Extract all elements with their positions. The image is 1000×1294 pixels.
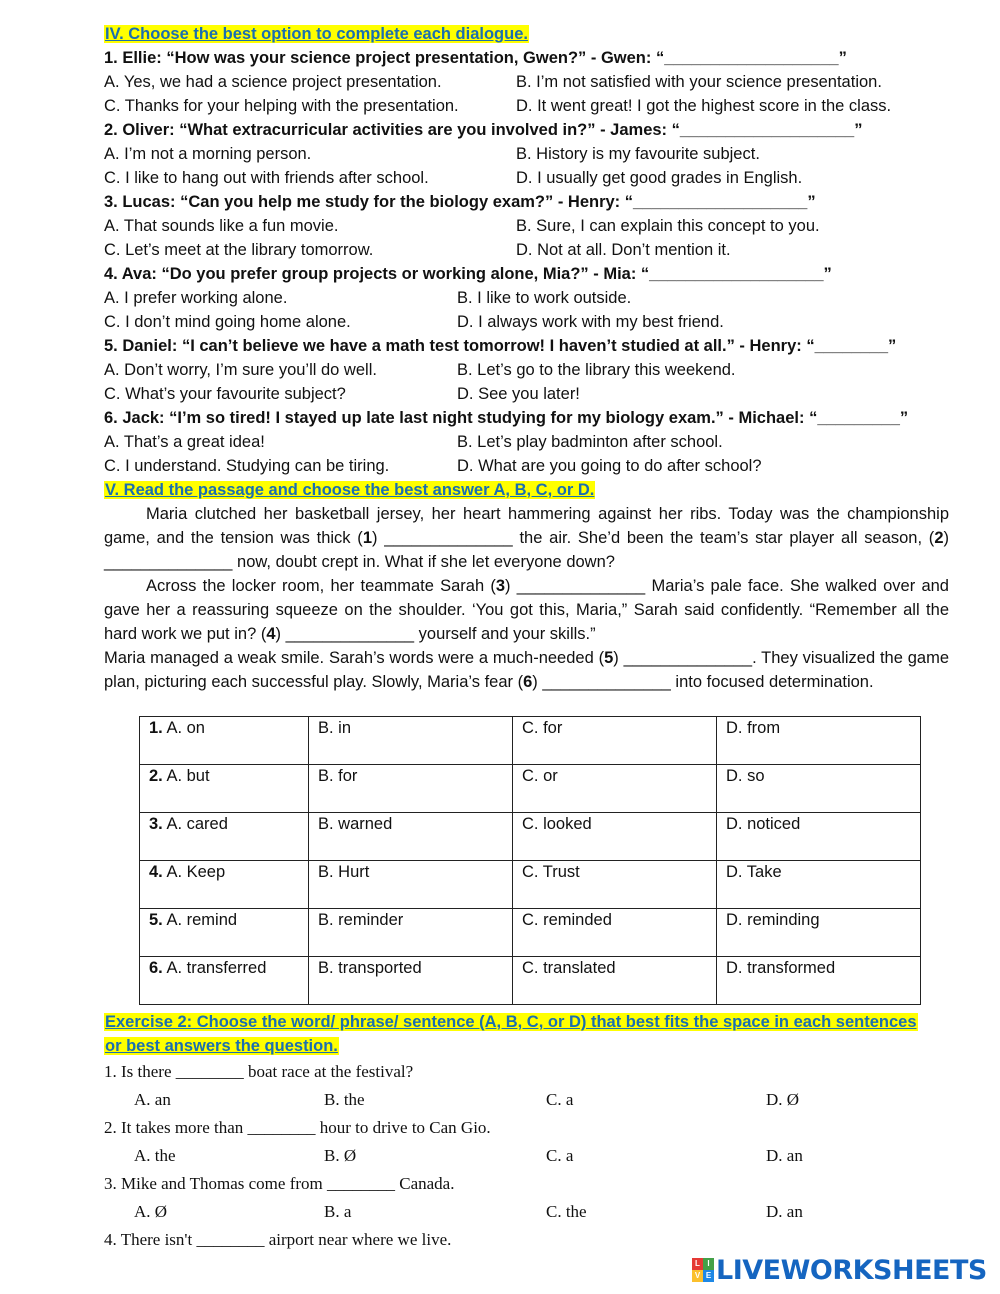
option-b: B. warned — [318, 815, 393, 833]
item-number: 4. — [149, 863, 163, 881]
option-row — [104, 214, 949, 238]
option-cell-a — [140, 861, 309, 909]
option-d: D. so — [726, 767, 765, 785]
option-b: B. History is my favourite subject. — [516, 145, 760, 163]
option-b: B. I’m not satisfied with your science presentation. — [516, 73, 882, 91]
option-d: D. I always work with my best friend. — [457, 313, 724, 331]
item-number: 5. — [149, 911, 163, 929]
section-4-heading: IV. Choose the best option to complete each dialogue. — [105, 25, 528, 43]
passage-text: ) ______________ yourself and your skills.” — [275, 625, 596, 643]
option-c: C. I understand. Studying can be tiring. — [104, 457, 390, 475]
option-d: D. What are you going to do after school? — [457, 457, 762, 475]
passage-text: Maria managed a weak smile. Sarah’s words were a much-needed ( — [104, 649, 605, 667]
option-a: A. an — [134, 1090, 171, 1109]
option-a: A. That’s a great idea! — [104, 433, 265, 451]
option-a: A. Yes, we had a science project presentation. — [104, 73, 442, 91]
option-d: D. Ø — [766, 1090, 800, 1109]
liveworksheets-logo — [692, 1255, 987, 1285]
option-cell-d — [717, 765, 921, 813]
question-text: 3. Lucas: “Can you help me study for the biology exam?” - Henry: “___________________” — [104, 193, 816, 211]
item-number: 2. — [149, 767, 163, 785]
option-d: D. See you later! — [457, 385, 580, 403]
option-c: C. a — [546, 1090, 574, 1109]
logo-mark-letter: V — [692, 1270, 703, 1282]
option-cell-b — [309, 909, 513, 957]
table-row — [140, 813, 921, 861]
exercise-2 — [104, 1010, 949, 1254]
table-row — [140, 717, 921, 765]
option-b: B. Let’s play badminton after school. — [457, 433, 723, 451]
question-text: 5. Daniel: “I can’t believe we have a math test tomorrow! I haven’t studied at all.” - Henry: “________” — [104, 337, 897, 355]
passage-text: ) ______________ Maria’s pale face. She walked over and gave her a reassuring squeeze on the shoulder. ‘You got this, Maria,” Sarah said confidently. “Remember all the hard work we put in? ( — [104, 577, 949, 643]
option-cell-a — [140, 765, 309, 813]
passage-paragraph — [104, 502, 949, 574]
question-4 — [104, 262, 949, 286]
exercise-2-heading-line-2: or best answers the question. — [105, 1037, 338, 1055]
option-d: D. Take — [726, 863, 782, 881]
option-a: A. the — [134, 1146, 176, 1165]
passage-paragraph — [104, 574, 949, 646]
option-cell-b — [309, 765, 513, 813]
option-cell-b — [309, 957, 513, 1005]
section-4-questions — [104, 46, 949, 478]
option-cell-c — [513, 957, 717, 1005]
option-cell-d — [717, 861, 921, 909]
option-cell-c — [513, 861, 717, 909]
exercise-question-4 — [104, 1226, 949, 1254]
question-5 — [104, 334, 949, 358]
blank-number: 1 — [362, 529, 372, 547]
table-row — [140, 957, 921, 1005]
option-c: C. a — [546, 1146, 574, 1165]
question-text: 4. There isn't ________ airport near where we live. — [104, 1230, 452, 1249]
option-cell-b — [309, 717, 513, 765]
option-d: D. Not at all. Don’t mention it. — [516, 241, 731, 259]
question-text: 1. Is there ________ boat race at the festival? — [104, 1062, 414, 1081]
option-cell-b — [309, 813, 513, 861]
question-text: 1. Ellie: “How was your science project presentation, Gwen?” - Gwen: “___________________” — [104, 49, 847, 67]
option-c: C. I like to hang out with friends after school. — [104, 169, 429, 187]
option-b: B. Let’s go to the library this weekend. — [457, 361, 736, 379]
passage-text: ) ______________ the air. She’d been the team’s star player all season, ( — [372, 529, 935, 547]
option-b: B. in — [318, 719, 352, 737]
option-cell-c — [513, 765, 717, 813]
option-b: B. for — [318, 767, 358, 785]
option-row — [104, 166, 949, 190]
exercise-question-2 — [104, 1114, 949, 1142]
option-d: D. It went great! I got the highest score in the class. — [516, 97, 892, 115]
option-a: A. I prefer working alone. — [104, 289, 288, 307]
logo-mark-letter: L — [692, 1258, 703, 1270]
option-c: C. the — [546, 1202, 587, 1221]
option-cell-d — [717, 957, 921, 1005]
option-b: B. the — [324, 1090, 365, 1109]
option-cell-c — [513, 909, 717, 957]
option-b: B. Sure, I can explain this concept to you. — [516, 217, 820, 235]
option-d: D. reminding — [726, 911, 820, 929]
option-row — [104, 1142, 949, 1170]
option-d: D. I usually get good grades in English. — [516, 169, 803, 187]
option-b: B. transported — [318, 959, 422, 977]
passage-text: ) ______________ now, doubt crept in. What if she let everyone down? — [104, 529, 949, 571]
exercise-2-questions — [104, 1058, 949, 1254]
answer-options-table — [139, 716, 921, 1005]
option-cell-c — [513, 813, 717, 861]
option-a: A. remind — [162, 911, 238, 929]
option-c: C. What’s your favourite subject? — [104, 385, 346, 403]
option-cell-d — [717, 717, 921, 765]
option-a: A. but — [162, 767, 210, 785]
item-number: 6. — [149, 959, 163, 977]
option-d: D. from — [726, 719, 781, 737]
option-b: B. I like to work outside. — [457, 289, 632, 307]
option-d: D. an — [766, 1202, 803, 1221]
option-row — [104, 238, 949, 262]
option-row — [104, 1086, 949, 1114]
option-d: D. transformed — [726, 959, 836, 977]
option-c: C. for — [522, 719, 563, 737]
logo-mark-letter: I — [703, 1258, 714, 1270]
option-cell-a — [140, 957, 309, 1005]
question-2 — [104, 118, 949, 142]
option-cell-b — [309, 861, 513, 909]
option-c: C. Let’s meet at the library tomorrow. — [104, 241, 374, 259]
question-6 — [104, 406, 949, 430]
blank-number: 6 — [523, 673, 533, 691]
reading-passage — [104, 502, 949, 694]
option-a: A. I’m not a morning person. — [104, 145, 312, 163]
option-row — [104, 286, 949, 310]
option-a: A. Ø — [134, 1202, 168, 1221]
question-text: 3. Mike and Thomas come from ________ Canada. — [104, 1174, 455, 1193]
section-5-heading: V. Read the passage and choose the best answer A, B, C, or D. — [105, 481, 595, 499]
logo-text: LIVEWORKSHEETS — [716, 1254, 987, 1286]
question-text: 4. Ava: “Do you prefer group projects or working alone, Mia?” - Mia: “___________________” — [104, 265, 832, 283]
option-row — [104, 1198, 949, 1226]
blank-number: 5 — [604, 649, 614, 667]
table-row — [140, 765, 921, 813]
option-c: C. translated — [522, 959, 616, 977]
option-a: A. cared — [162, 815, 228, 833]
option-cell-a — [140, 813, 309, 861]
question-text: 2. It takes more than ________ hour to drive to Can Gio. — [104, 1118, 491, 1137]
exercise-2-heading-line-1: Exercise 2: Choose the word/ phrase/ sentence (A, B, C, or D) that best fits the space in each sentences — [105, 1013, 917, 1031]
option-cell-c — [513, 717, 717, 765]
logo-mark-letter: E — [703, 1270, 714, 1282]
option-b: B. Hurt — [318, 863, 370, 881]
blank-number: 4 — [266, 625, 276, 643]
option-row — [104, 94, 949, 118]
passage-text: ) ______________ into focused determination. — [532, 673, 874, 691]
exercise-question-3 — [104, 1170, 949, 1198]
option-a: A. transferred — [162, 959, 267, 977]
option-cell-a — [140, 909, 309, 957]
option-a: A. on — [162, 719, 205, 737]
option-row — [104, 70, 949, 94]
question-text: 6. Jack: “I’m so tired! I stayed up late last night studying for my biology exam.” - Michael: “_________” — [104, 409, 909, 427]
option-c: C. Thanks for your helping with the presentation. — [104, 97, 459, 115]
blank-number: 3 — [495, 577, 506, 595]
item-number: 1. — [149, 719, 163, 737]
option-c: C. looked — [522, 815, 592, 833]
table-row — [140, 861, 921, 909]
option-c: C. Trust — [522, 863, 580, 881]
option-row — [104, 430, 949, 454]
passage-text: Maria clutched her basketball jersey, her heart hammering against her ribs. Today was the championship game, and the tension was thick ( — [104, 505, 949, 547]
option-row — [104, 454, 949, 478]
worksheet-page — [104, 22, 949, 694]
option-b: B. reminder — [318, 911, 404, 929]
option-c: C. I don’t mind going home alone. — [104, 313, 351, 331]
option-row — [104, 382, 949, 406]
option-d: D. noticed — [726, 815, 801, 833]
passage-text: ) ______________. They visualized the game plan, picturing each successful play. Slowly, Maria’s fear ( — [104, 649, 949, 691]
option-a: A. That sounds like a fun movie. — [104, 217, 339, 235]
option-row — [104, 142, 949, 166]
option-b: B. a — [324, 1202, 352, 1221]
passage-text: Across the locker room, her teammate Sarah ( — [146, 577, 496, 595]
question-text: 2. Oliver: “What extracurricular activities are you involved in?” - James: “___________________” — [104, 121, 863, 139]
exercise-question-1 — [104, 1058, 949, 1086]
table-row — [140, 909, 921, 957]
question-1 — [104, 46, 949, 70]
option-cell-d — [717, 813, 921, 861]
option-c: C. reminded — [522, 911, 612, 929]
item-number: 3. — [149, 815, 163, 833]
liveworksheets-mark-icon — [692, 1258, 714, 1282]
blank-number: 2 — [934, 529, 944, 547]
option-row — [104, 358, 949, 382]
option-b: B. Ø — [324, 1146, 357, 1165]
option-cell-a — [140, 717, 309, 765]
option-d: D. an — [766, 1146, 803, 1165]
option-a: A. Keep — [162, 863, 226, 881]
option-row — [104, 310, 949, 334]
passage-paragraph — [104, 646, 949, 694]
question-3 — [104, 190, 949, 214]
option-cell-d — [717, 909, 921, 957]
option-c: C. or — [522, 767, 558, 785]
option-a: A. Don’t worry, I’m sure you’ll do well. — [104, 361, 377, 379]
